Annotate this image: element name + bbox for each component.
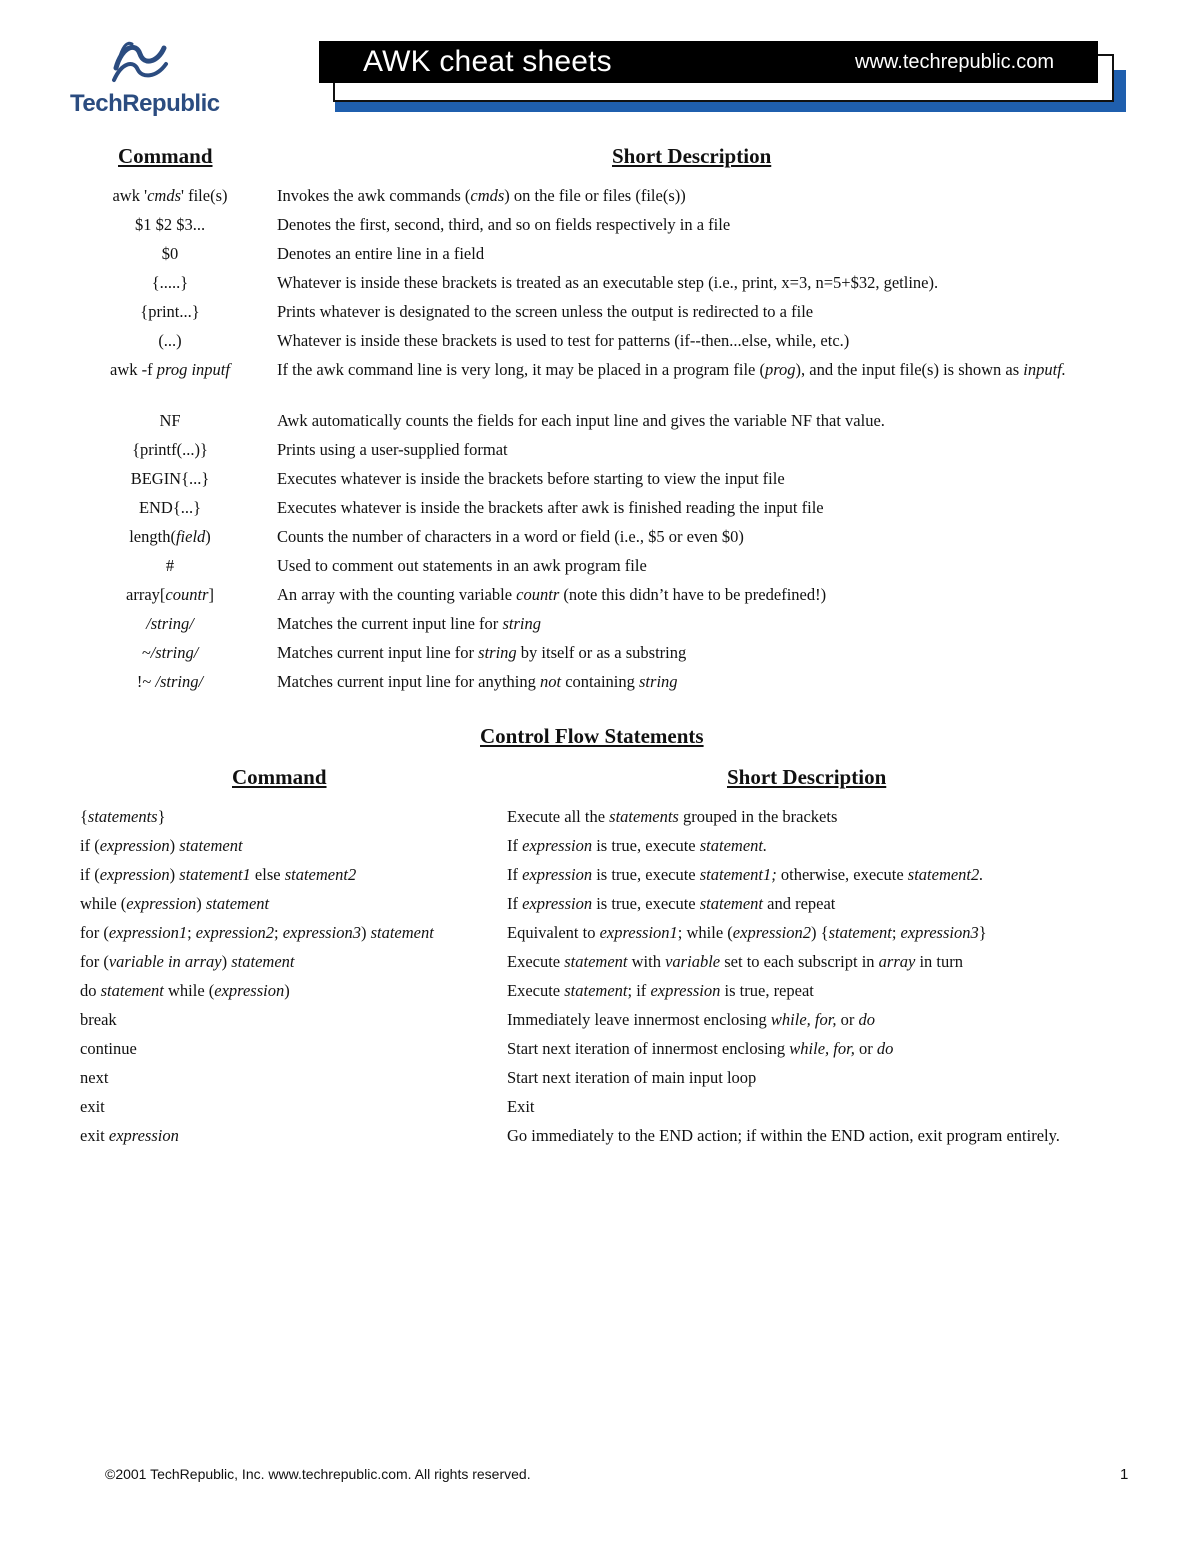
- description-cell: Start next iteration of innermost enclosing while, for, or do: [507, 1039, 894, 1058]
- command-cell: awk 'cmds' file(s): [112, 186, 228, 205]
- page-number: 1: [1120, 1466, 1129, 1483]
- command-cell: break: [80, 1010, 117, 1029]
- description-cell: Prints whatever is designated to the screen unless the output is redirected to a file: [277, 302, 814, 321]
- command-cell: {.....}: [151, 273, 189, 292]
- copyright-footer: ©2001 TechRepublic, Inc. www.techrepublic.com. All rights reserved.: [105, 1466, 531, 1482]
- command-cell: $0: [161, 244, 179, 263]
- description-cell: Start next iteration of main input loop: [507, 1068, 757, 1087]
- page-title: AWK cheat sheets: [363, 45, 612, 78]
- description-cell: Denotes the first, second, third, and so on fields respectively in a file: [277, 215, 731, 234]
- command-cell: {statements}: [80, 807, 166, 826]
- description-cell: If expression is true, execute statement.: [507, 836, 768, 855]
- command-cell: (...): [158, 331, 182, 350]
- italic-term: expression: [522, 865, 593, 884]
- italic-term: expression: [650, 981, 721, 1000]
- command-cell: BEGIN{...}: [130, 469, 210, 488]
- italic-term: inputf.: [1023, 360, 1066, 379]
- italic-term: cmds: [147, 186, 181, 205]
- description-cell: Execute all the statements grouped in the brackets: [507, 807, 838, 826]
- italic-term: expression3: [900, 923, 979, 942]
- section2-title: Control Flow Statements: [480, 724, 704, 748]
- command-cell: [70, 641, 270, 664]
- table1-description-header: Short Description: [612, 144, 772, 168]
- description-cell: Executes whatever is inside the brackets after awk is finished reading the input file: [277, 498, 824, 517]
- description-cell: Prints using a user-supplied format: [277, 440, 508, 459]
- table2-command-header: Command: [232, 765, 327, 789]
- italic-term: statement2.: [907, 865, 984, 884]
- command-cell: array[countr]: [126, 585, 214, 604]
- italic-term: not: [540, 672, 562, 691]
- description-cell: Go immediately to the END action; if within the END action, exit program entirely.: [507, 1126, 1060, 1145]
- techrepublic-logo: [66, 38, 226, 118]
- description-cell: If the awk command line is very long, it may be placed in a program file (prog), and the input file(s) is shown as inputf.: [277, 360, 1066, 379]
- description-cell: Awk automatically counts the fields for each input line and gives the variable NF that value.: [277, 411, 885, 430]
- italic-term: statement: [370, 923, 434, 942]
- italic-term: while, for,: [770, 1010, 837, 1029]
- table1-command-header: Command: [118, 144, 213, 168]
- description-cell: An array with the counting variable countr (note this didn’t have to be predefined!): [277, 585, 827, 604]
- logo-text: TechRepublic: [70, 90, 220, 117]
- italic-term: expression2: [195, 923, 275, 942]
- italic-term: statement: [564, 952, 628, 971]
- command-cell: do statement while (expression): [80, 981, 290, 1000]
- italic-term: prog: [764, 360, 796, 379]
- italic-term: ~/string/: [141, 643, 199, 662]
- italic-term: array: [878, 952, 916, 971]
- command-cell: $1 $2 $3...: [134, 215, 206, 234]
- italic-term: expression1: [599, 923, 678, 942]
- italic-term: statement: [828, 923, 892, 942]
- italic-term: statement: [699, 894, 764, 913]
- description-cell: Execute statement with variable set to each subscript in array in turn: [507, 952, 963, 971]
- italic-term: field: [175, 527, 206, 546]
- italic-term: expression: [522, 894, 593, 913]
- italic-term: statements: [87, 807, 158, 826]
- title-banner: [319, 41, 1098, 83]
- command-cell: if (expression) statement: [80, 836, 243, 855]
- italic-term: while, for,: [789, 1039, 855, 1058]
- command-cell: awk -f prog inputf: [110, 360, 230, 379]
- italic-term: prog inputf: [156, 360, 230, 379]
- site-url: www.techrepublic.com: [855, 50, 1054, 73]
- italic-term: /string/: [146, 614, 194, 633]
- logo-wave-icon: [106, 38, 176, 88]
- table2-description-header: Short Description: [727, 765, 887, 789]
- command-cell: while (expression) statement: [80, 894, 270, 913]
- italic-term: /string/: [155, 672, 204, 691]
- description-cell: Executes whatever is inside the brackets before starting to view the input file: [277, 469, 785, 488]
- italic-term: statements: [609, 807, 679, 826]
- command-cell: {print...}: [140, 302, 200, 321]
- description-cell: Exit: [507, 1097, 535, 1116]
- italic-term: statement2: [284, 865, 357, 884]
- description-cell: Execute statement; if expression is true, repeat: [507, 981, 814, 1000]
- italic-term: statement: [564, 981, 628, 1000]
- command-cell: !~ /string/: [136, 672, 204, 691]
- italic-term: statement: [179, 836, 243, 855]
- italic-term: variable: [665, 952, 721, 971]
- italic-term: expression1: [108, 923, 188, 942]
- italic-term: expression: [99, 836, 170, 855]
- italic-term: expression: [99, 865, 170, 884]
- command-cell: continue: [80, 1039, 137, 1058]
- description-cell: Matches the current input line for string: [277, 614, 541, 633]
- italic-term: statement1;: [699, 865, 777, 884]
- italic-term: expression: [214, 981, 285, 1000]
- italic-term: cmds: [470, 186, 505, 205]
- description-cell: Equivalent to expression1; while (expression2) {statement; expression3}: [507, 923, 987, 942]
- description-cell: Invokes the awk commands (cmds) on the file or files (file(s)): [277, 186, 686, 205]
- command-cell: exit: [80, 1097, 105, 1116]
- italic-term: countr: [165, 585, 209, 604]
- command-cell: [70, 612, 270, 635]
- description-cell: Denotes an entire line in a field: [277, 244, 485, 263]
- description-cell: Matches current input line for anything not containing string: [277, 672, 678, 691]
- italic-term: expression: [108, 1126, 179, 1145]
- italic-term: statement: [100, 981, 164, 1000]
- italic-term: expression2: [732, 923, 812, 942]
- italic-term: string: [639, 672, 678, 691]
- command-cell: #: [165, 556, 175, 575]
- command-cell: NF: [159, 411, 181, 430]
- italic-term: expression3: [282, 923, 361, 942]
- italic-term: expression: [522, 836, 593, 855]
- command-cell: length(field): [129, 527, 211, 546]
- description-cell: Immediately leave innermost enclosing while, for, or do: [507, 1010, 875, 1029]
- command-cell: END{...}: [138, 498, 202, 517]
- command-cell: if (expression) statement1 else statement2: [80, 865, 357, 884]
- italic-term: statement1: [179, 865, 251, 884]
- italic-term: do: [858, 1010, 875, 1029]
- description-cell: Used to comment out statements in an awk program file: [277, 556, 647, 575]
- italic-term: statement.: [699, 836, 768, 855]
- command-cell: next: [80, 1068, 109, 1087]
- italic-term: statement: [205, 894, 270, 913]
- command-cell: {printf(...)}: [132, 440, 208, 459]
- description-cell: If expression is true, execute statement and repeat: [507, 894, 836, 913]
- description-cell: Matches current input line for string by itself or as a substring: [277, 643, 687, 662]
- italic-term: do: [876, 1039, 894, 1058]
- italic-term: string: [502, 614, 541, 633]
- description-cell: If expression is true, execute statement1; otherwise, execute statement2.: [507, 865, 984, 884]
- command-cell: for (variable in array) statement: [80, 952, 295, 971]
- italic-term: variable in array: [108, 952, 222, 971]
- description-cell: Whatever is inside these brackets is treated as an executable step (i.e., print, x=3, n=5+$32, getline).: [277, 273, 939, 292]
- italic-term: string: [478, 643, 517, 662]
- description-cell: Whatever is inside these brackets is used to test for patterns (if--then...else, while, etc.): [277, 331, 850, 350]
- description-cell: Counts the number of characters in a word or field (i.e., $5 or even $0): [277, 527, 744, 546]
- command-cell: exit expression: [80, 1126, 179, 1145]
- italic-term: countr: [516, 585, 560, 604]
- italic-term: statement: [231, 952, 295, 971]
- italic-term: expression: [126, 894, 197, 913]
- command-cell: for (expression1; expression2; expression3) statement: [80, 923, 434, 942]
